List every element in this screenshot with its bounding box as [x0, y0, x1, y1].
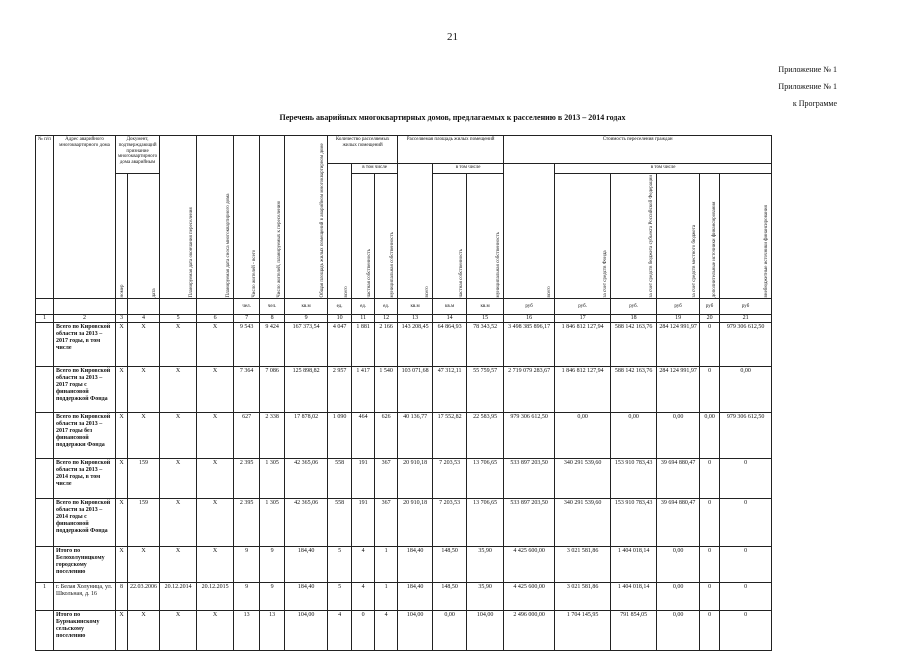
table-cell: 1 [375, 547, 398, 583]
table-cell: 1 305 [260, 459, 285, 499]
table-cell: 0 [352, 611, 375, 651]
header-residents-total: Число жителей - всего [234, 136, 260, 299]
table-cell: 13 706,65 [467, 499, 504, 547]
header-area-municipal: муниципальная собственность [467, 174, 504, 299]
header-cost-incl: в том числе [555, 164, 772, 174]
table-cell: Х [128, 367, 160, 413]
column-number: 12 [375, 315, 398, 323]
table-cell: 1 881 [352, 323, 375, 367]
table-cell: 64 864,93 [433, 323, 467, 367]
table-cell: 159 [128, 499, 160, 547]
table-cell: 2 719 079 283,67 [504, 367, 555, 413]
column-number: 16 [504, 315, 555, 323]
table-row [36, 583, 772, 611]
table-cell: 20.12.2014 [160, 583, 197, 611]
table-cell: 20 910,18 [398, 499, 433, 547]
table-cell: 4 [352, 583, 375, 611]
table-cell: 35,90 [467, 583, 504, 611]
table-cell: 3 021 581,86 [555, 583, 611, 611]
table-cell: 0,00 [657, 611, 700, 651]
table-cell: 533 897 203,50 [504, 459, 555, 499]
table-cell: 0 [720, 611, 772, 651]
table-cell: 104,00 [467, 611, 504, 651]
table-cell: Х [116, 323, 128, 367]
table-cell: 42 365,06 [285, 459, 328, 499]
table-cell: 1 846 812 127,94 [555, 367, 611, 413]
unit-cell: руб [504, 299, 555, 315]
table-cell: 2 957 [328, 367, 352, 413]
table-cell: Х [116, 547, 128, 583]
table-cell: 0,00 [611, 413, 657, 459]
table-cell: 9 [260, 583, 285, 611]
unit-cell: кв.м [467, 299, 504, 315]
row-label: Всего по Кировской области за 2013 – 2017 годы, в том числе [54, 323, 116, 367]
unit-cell: руб [700, 299, 720, 315]
unit-cell: ед. [375, 299, 398, 315]
column-number: 5 [160, 315, 197, 323]
table-cell: 9 [234, 583, 260, 611]
table-cell: 13 706,65 [467, 459, 504, 499]
column-number: 20 [700, 315, 720, 323]
table-cell: 626 [375, 413, 398, 459]
column-number: 7 [234, 315, 260, 323]
header-rooms-private: частная собственность [352, 174, 375, 299]
column-number: 14 [433, 315, 467, 323]
table-cell: Х [197, 323, 234, 367]
table-cell: 2 395 [234, 459, 260, 499]
header-area-group: Расселяемая площадь жилых помещений [398, 136, 504, 164]
table-cell: 0,00 [700, 413, 720, 459]
unit-cell: ед. [352, 299, 375, 315]
table-cell: 588 142 163,76 [611, 323, 657, 367]
unit-cell: кв.м [398, 299, 433, 315]
table-cell: 1 404 018,14 [611, 547, 657, 583]
table-row [36, 323, 772, 367]
unit-cell [160, 299, 197, 315]
table-cell: Х [197, 499, 234, 547]
header-cost-fund: за счет средств Фонда [555, 174, 611, 299]
column-number: 4 [128, 315, 160, 323]
column-number: 15 [467, 315, 504, 323]
table-cell: 184,40 [285, 547, 328, 583]
table-cell: 22 583,95 [467, 413, 504, 459]
table-cell: 979 306 612,50 [720, 323, 772, 367]
unit-cell: ед. [328, 299, 352, 315]
header-cost-extra: дополнительные источники финансирования [700, 174, 720, 299]
table-row [36, 499, 772, 547]
row-label: г. Белая Холуница, ул. Школьная, д. 16 [54, 583, 116, 611]
table-cell: 0 [720, 547, 772, 583]
table-cell: Х [128, 413, 160, 459]
table-cell: 153 910 783,43 [611, 499, 657, 547]
table-cell: 9 424 [260, 323, 285, 367]
unit-cell: руб [657, 299, 700, 315]
table-cell: Х [128, 323, 160, 367]
table-cell: 7 203,53 [433, 499, 467, 547]
header-doc-number: номер [116, 174, 128, 299]
header-address: Адрес аварийного многоквартирного дома [54, 136, 116, 299]
table-cell: Х [116, 367, 128, 413]
table-cell: 0 [720, 583, 772, 611]
table-cell: 558 [328, 499, 352, 547]
table-row [36, 547, 772, 583]
table-cell: 1 404 018,14 [611, 583, 657, 611]
column-number: 13 [398, 315, 433, 323]
table-cell: 78 343,52 [467, 323, 504, 367]
table-cell: 588 142 163,76 [611, 367, 657, 413]
table-cell [36, 367, 54, 413]
table-cell: Х [160, 323, 197, 367]
table-cell: 167 373,54 [285, 323, 328, 367]
table-cell: 0,00 [657, 583, 700, 611]
table-cell: 40 136,77 [398, 413, 433, 459]
table-cell: 4 425 600,00 [504, 583, 555, 611]
table-cell: 284 124 991,97 [657, 323, 700, 367]
table-cell: 5 [328, 583, 352, 611]
table-cell: 1 090 [328, 413, 352, 459]
table-cell: Х [160, 459, 197, 499]
table-cell: 340 291 539,60 [555, 499, 611, 547]
table-cell: 103 071,68 [398, 367, 433, 413]
table-cell: 0,00 [555, 413, 611, 459]
header-rooms-incl: в том числе [352, 164, 398, 174]
header-cost-extra2: внебюджетные источники финансирования [720, 174, 772, 299]
table-cell: 0 [720, 459, 772, 499]
table-cell: 47 312,11 [433, 367, 467, 413]
table-cell: 2 166 [375, 323, 398, 367]
column-number: 18 [611, 315, 657, 323]
appendix-line-2: Приложение № 1 [778, 82, 837, 91]
table-cell: 22.03.2006 [128, 583, 160, 611]
column-number: 11 [352, 315, 375, 323]
table-cell: 5 [328, 547, 352, 583]
table-cell: 3 498 385 896,17 [504, 323, 555, 367]
unit-cell: руб. [555, 299, 611, 315]
column-number: 17 [555, 315, 611, 323]
table-cell: 0 [700, 367, 720, 413]
row-label: Итого по Бурмакинскому сельскому поселению [54, 611, 116, 651]
unit-cell [128, 299, 160, 315]
table-cell: 13 [260, 611, 285, 651]
table-cell: Х [197, 611, 234, 651]
column-number: 1 [36, 315, 54, 323]
appendix-line-1: Приложение № 1 [778, 65, 837, 74]
table-cell: 42 365,06 [285, 499, 328, 547]
table-cell: 367 [375, 459, 398, 499]
unit-cell: руб [720, 299, 772, 315]
table-cell: 340 291 539,60 [555, 459, 611, 499]
header-residents-plan: Число жителей, планируемых к переселению [260, 136, 285, 299]
table-cell: Х [197, 547, 234, 583]
header-planned-demolish: Планируемая дата сноса многоквартирного дома [197, 136, 234, 299]
table-cell: 104,00 [285, 611, 328, 651]
table-cell: Х [197, 367, 234, 413]
table-cell: 35,90 [467, 547, 504, 583]
table-cell: 184,40 [398, 547, 433, 583]
column-number: 10 [328, 315, 352, 323]
table-cell: 0,00 [657, 547, 700, 583]
table-cell: 153 910 783,43 [611, 459, 657, 499]
table-cell: 1 [375, 583, 398, 611]
table-cell: 20.12.2015 [197, 583, 234, 611]
table-cell: Х [128, 611, 160, 651]
table-cell: 7 364 [234, 367, 260, 413]
table-cell: Х [116, 499, 128, 547]
document-title: Перечень аварийных многоквартирных домов, предлагаемых к расселению в 2013 – 2014 годах [279, 113, 626, 122]
header-planned-end: Планируемая дата окончания переселения [160, 136, 197, 299]
table-cell: 9 543 [234, 323, 260, 367]
table-cell: 4 [328, 611, 352, 651]
table-cell: 143 208,45 [398, 323, 433, 367]
table-cell: 104,00 [398, 611, 433, 651]
unit-cell: чел. [260, 299, 285, 315]
table-cell: Х [160, 611, 197, 651]
table-cell: 4 [352, 547, 375, 583]
table-cell: 0 [700, 499, 720, 547]
table-cell: Х [197, 459, 234, 499]
unit-cell [54, 299, 116, 315]
header-document: Документ, подтверждающий признание многоквартирного дома аварийным [116, 136, 160, 174]
column-number: 9 [285, 315, 328, 323]
table-cell: 2 338 [260, 413, 285, 459]
table-cell: 0 [700, 583, 720, 611]
header-rooms-municipal: муниципальная собственность [375, 174, 398, 299]
table-cell: Х [197, 413, 234, 459]
column-number: 2 [54, 315, 116, 323]
table-row [36, 459, 772, 499]
table-cell: 791 854,05 [611, 611, 657, 651]
table-cell: 1 417 [352, 367, 375, 413]
table-cell: 20 910,18 [398, 459, 433, 499]
row-label: Всего по Кировской области за 2013 – 2014 годы с финансовой поддержкой Фонда [54, 499, 116, 547]
table-cell: 3 021 581,86 [555, 547, 611, 583]
column-number: 21 [720, 315, 772, 323]
header-rooms-group: Количество расселяемых жилых помещений [328, 136, 398, 164]
table-cell: 2 496 000,00 [504, 611, 555, 651]
table-cell: 0 [700, 611, 720, 651]
unit-cell [197, 299, 234, 315]
table-cell [36, 611, 54, 651]
unit-cell: руб. [611, 299, 657, 315]
table-cell: 4 [375, 611, 398, 651]
table-cell: Х [116, 611, 128, 651]
table-cell: 148,50 [433, 547, 467, 583]
row-label: Всего по Кировской области за 2013 – 2017 годы с финансовой поддержкой Фонда [54, 367, 116, 413]
table-cell: 55 759,57 [467, 367, 504, 413]
table-cell: Х [160, 547, 197, 583]
table-cell: 7 203,53 [433, 459, 467, 499]
table-cell [36, 499, 54, 547]
table-cell [36, 323, 54, 367]
row-label: Всего по Кировской области за 2013 – 2014 годы, в том числе [54, 459, 116, 499]
table-cell [36, 413, 54, 459]
unit-cell: чел. [234, 299, 260, 315]
table-cell: 1 846 812 127,94 [555, 323, 611, 367]
header-area-private: частная собственность [433, 174, 467, 299]
table-cell: 159 [128, 459, 160, 499]
column-number: 19 [657, 315, 700, 323]
table-cell: 284 124 991,97 [657, 367, 700, 413]
table-cell: Х [160, 367, 197, 413]
table-cell: 0 [720, 499, 772, 547]
table-cell: 979 306 612,50 [720, 413, 772, 459]
table-cell: 184,40 [285, 583, 328, 611]
table-cell: 4 425 600,00 [504, 547, 555, 583]
table-cell: Х [160, 499, 197, 547]
table-cell: 148,50 [433, 583, 467, 611]
table-cell: 1 [36, 583, 54, 611]
header-cost-group: Стоимость переселения граждан [504, 136, 772, 164]
table-cell: 9 [234, 547, 260, 583]
table-cell: 367 [375, 499, 398, 547]
table-row [36, 413, 772, 459]
table-cell: 7 086 [260, 367, 285, 413]
table-cell: 533 897 203,50 [504, 499, 555, 547]
table-cell: 1 305 [260, 499, 285, 547]
table-cell: 125 898,82 [285, 367, 328, 413]
table-cell: Х [128, 547, 160, 583]
column-number: 3 [116, 315, 128, 323]
table-cell: 979 306 612,50 [504, 413, 555, 459]
unit-cell [116, 299, 128, 315]
page-number: 21 [447, 31, 458, 43]
table-cell: 464 [352, 413, 375, 459]
table-cell: 2 395 [234, 499, 260, 547]
table-cell [36, 547, 54, 583]
column-number: 6 [197, 315, 234, 323]
table-cell: Х [116, 413, 128, 459]
table-cell: 0,00 [657, 413, 700, 459]
table-cell: 39 694 880,47 [657, 499, 700, 547]
table-cell: 39 694 880,47 [657, 459, 700, 499]
column-number: 8 [260, 315, 285, 323]
table-cell: 0 [700, 547, 720, 583]
table-cell: 13 [234, 611, 260, 651]
table-cell: 0,00 [433, 611, 467, 651]
table-cell: 0 [700, 323, 720, 367]
table-cell [36, 459, 54, 499]
row-label: Итого по Белохолуницкому городскому поселению [54, 547, 116, 583]
unit-cell: кв.м [285, 299, 328, 315]
table-cell: 627 [234, 413, 260, 459]
table-cell: 17 878,02 [285, 413, 328, 459]
table-cell: 0 [700, 459, 720, 499]
header-cost-total: всего [504, 164, 555, 299]
appendix-line-3: к Программе [792, 99, 837, 108]
header-area-total: Общая площадь жилых помещений в аварийном многоквартирном доме [285, 136, 328, 299]
table-cell: 17 552,82 [433, 413, 467, 459]
table-row [36, 367, 772, 413]
table-cell: 0,00 [720, 367, 772, 413]
header-cost-local: за счет средств местного бюджета [657, 174, 700, 299]
housing-table [35, 135, 772, 651]
table-cell: 191 [352, 499, 375, 547]
table-cell: Х [160, 413, 197, 459]
table-cell: 9 [260, 547, 285, 583]
header-area-sub-total: всего [398, 164, 433, 299]
table-cell: 558 [328, 459, 352, 499]
table-cell: 184,40 [398, 583, 433, 611]
row-label: Всего по Кировской области за 2013 – 2017 годы без финансовой поддержки Фонда [54, 413, 116, 459]
unit-cell [36, 299, 54, 315]
header-area-incl: в том числе [433, 164, 504, 174]
header-rooms-total: всего [328, 164, 352, 299]
table-cell: 8 [116, 583, 128, 611]
header-doc-date: дата [128, 174, 160, 299]
table-cell: 191 [352, 459, 375, 499]
header-num: № п/п [36, 136, 54, 299]
table-cell: 1 540 [375, 367, 398, 413]
table-cell: Х [116, 459, 128, 499]
table-cell: 1 704 145,95 [555, 611, 611, 651]
header-cost-subject: за счет средств бюджета субъекта Российской Федерации [611, 174, 657, 299]
unit-cell: кв.м [433, 299, 467, 315]
table-cell: 4 047 [328, 323, 352, 367]
table-row [36, 611, 772, 651]
